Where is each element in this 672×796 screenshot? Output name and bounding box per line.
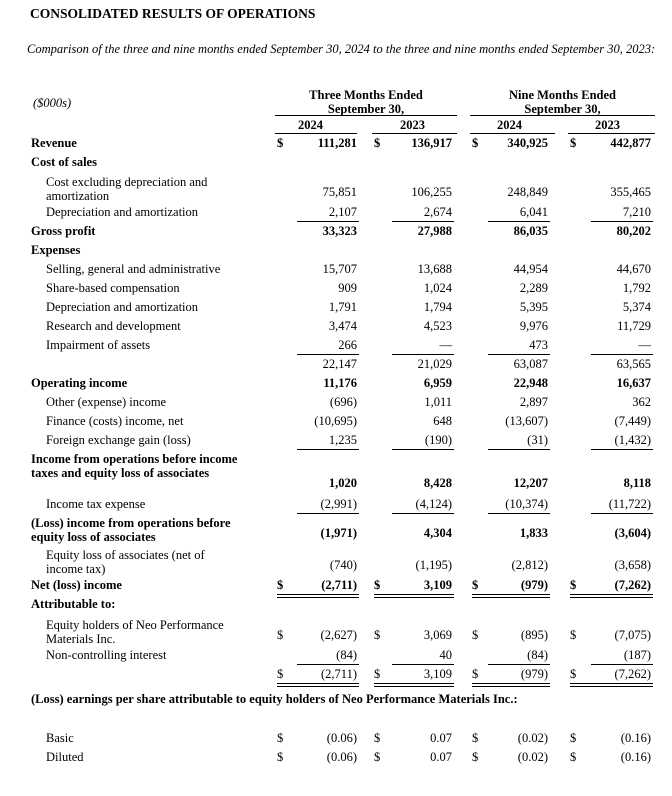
- dollar-sign: $: [374, 578, 381, 592]
- row-value: 0.07: [430, 750, 452, 764]
- row-label: Income tax expense: [46, 497, 146, 511]
- row-value: 3,109: [423, 578, 452, 592]
- row-value: 340,925: [507, 136, 548, 150]
- dollar-sign: $: [277, 136, 284, 150]
- row-value: 355,465: [610, 185, 651, 199]
- row-value: (10,374): [505, 497, 548, 511]
- dollar-sign: $: [374, 628, 381, 642]
- row-label: Diluted: [46, 750, 84, 764]
- dollar-sign: $: [472, 667, 479, 681]
- dollar-sign: $: [374, 731, 381, 745]
- row-value: 5,395: [519, 300, 548, 314]
- row-value: 1,011: [424, 395, 452, 409]
- row-value: 1,235: [328, 433, 357, 447]
- row-value: 1,833: [519, 526, 548, 540]
- statement-subtitle: Comparison of the three and nine months ended September 30, 2024 to the three and nine months ended September 30, 2023:: [27, 42, 656, 56]
- row-value: (3,604): [614, 526, 651, 540]
- row-label: Non-controlling interest: [46, 648, 167, 662]
- row-value: (4,124): [415, 497, 452, 511]
- row-value: 11,176: [323, 376, 357, 390]
- row-value: (2,991): [320, 497, 357, 511]
- three-months-title: Three Months Ended: [309, 88, 423, 102]
- row-label: (Loss) earnings per share attributable to equity holders of Neo Performance Materials Inc.:: [31, 692, 518, 706]
- row-value: 1,791: [328, 300, 357, 314]
- row-value: 44,670: [616, 262, 651, 276]
- row-value: (2,711): [321, 667, 357, 681]
- row-value: (3,658): [614, 558, 651, 572]
- dollar-sign: $: [277, 750, 284, 764]
- row-value: 33,323: [322, 224, 357, 238]
- row-value: 248,849: [507, 185, 548, 199]
- row-value: 0.07: [430, 731, 452, 745]
- row-value: (0.16): [620, 731, 651, 745]
- row-value: (11,722): [608, 497, 651, 511]
- row-value: 86,035: [513, 224, 548, 238]
- row-value: 4,523: [423, 319, 452, 333]
- row-value: (1,971): [320, 526, 357, 540]
- row-label: Share-based compensation: [46, 281, 180, 295]
- row-value: (2,711): [321, 578, 357, 592]
- row-label: Expenses: [31, 243, 81, 257]
- row-value: 6,959: [423, 376, 452, 390]
- row-value: 3,474: [328, 319, 357, 333]
- row-label: Depreciation and amortization: [46, 300, 199, 314]
- row-value: (31): [527, 433, 548, 447]
- row-value: (0.02): [517, 750, 548, 764]
- row-value: 266: [338, 338, 357, 352]
- row-label: Cost excluding depreciation and amortization: [46, 175, 208, 203]
- row-value: 2,289: [519, 281, 548, 295]
- row-label: Operating income: [31, 376, 128, 390]
- dollar-sign: $: [570, 578, 577, 592]
- row-value: —: [439, 338, 452, 352]
- row-value: 473: [529, 338, 548, 352]
- row-label: Equity loss of associates (net of income tax): [46, 548, 205, 576]
- row-label: Equity holders of Neo Performance Materials Inc.: [46, 618, 224, 646]
- row-label: Foreign exchange gain (loss): [46, 433, 191, 447]
- row-value: 9,976: [519, 319, 548, 333]
- row-label: Research and development: [46, 319, 181, 333]
- row-value: 3,069: [423, 628, 452, 642]
- row-value: 1,792: [622, 281, 651, 295]
- statement-title: CONSOLIDATED RESULTS OF OPERATIONS: [30, 6, 316, 21]
- year-header-9m-2024: 2024: [497, 118, 522, 132]
- row-value: 6,041: [519, 205, 548, 219]
- three-months-subtitle: September 30,: [327, 102, 405, 116]
- row-value: 4,304: [423, 526, 452, 540]
- row-value: 12,207: [513, 476, 548, 490]
- row-value: 22,147: [322, 357, 357, 371]
- row-value: 3,109: [423, 667, 452, 681]
- row-label: Income from operations before income taxes and equity loss of associates: [31, 452, 238, 480]
- nine-months-title: Nine Months Ended: [509, 88, 616, 102]
- row-value: (895): [520, 628, 548, 642]
- row-value: 111,281: [317, 136, 357, 150]
- year-header-q3-2023: 2023: [400, 118, 425, 132]
- row-value: 27,988: [417, 224, 452, 238]
- row-value: 2,897: [519, 395, 548, 409]
- dollar-sign: $: [472, 136, 479, 150]
- dollar-sign: $: [374, 136, 381, 150]
- row-label: Depreciation and amortization: [46, 205, 199, 219]
- dollar-sign: $: [570, 750, 577, 764]
- row-value: (7,262): [614, 667, 651, 681]
- row-label: Net (loss) income: [31, 578, 122, 592]
- units-label: ($000s): [33, 96, 72, 110]
- row-value: (84): [336, 648, 357, 662]
- row-value: (0.16): [620, 750, 651, 764]
- row-value: 13,688: [417, 262, 452, 276]
- year-header-9m-2023: 2023: [595, 118, 620, 132]
- row-value: (13,607): [505, 414, 548, 428]
- row-value: 648: [433, 414, 452, 428]
- dollar-sign: $: [374, 750, 381, 764]
- row-value: 1,024: [423, 281, 452, 295]
- row-label: Gross profit: [31, 224, 96, 238]
- dollar-sign: $: [277, 628, 284, 642]
- dollar-sign: $: [472, 750, 479, 764]
- row-value: 16,637: [616, 376, 651, 390]
- dollar-sign: $: [570, 667, 577, 681]
- row-label: Other (expense) income: [46, 395, 167, 409]
- dollar-sign: $: [472, 578, 479, 592]
- row-value: (10,695): [314, 414, 357, 428]
- dollar-sign: $: [570, 628, 577, 642]
- dollar-sign: $: [277, 578, 284, 592]
- dollar-sign: $: [472, 628, 479, 642]
- nine-months-subtitle: September 30,: [524, 102, 601, 116]
- row-value: 909: [338, 281, 357, 295]
- row-value: 44,954: [513, 262, 548, 276]
- row-value: 22,948: [513, 376, 548, 390]
- row-value: 75,851: [322, 185, 357, 199]
- row-value: 2,107: [328, 205, 357, 219]
- row-value: 136,917: [411, 136, 452, 150]
- row-label: Attributable to:: [31, 597, 116, 611]
- three-months-header: [275, 88, 457, 116]
- year-header-q3-2024: 2024: [298, 118, 323, 132]
- row-value: 21,029: [417, 357, 452, 371]
- row-value: (696): [329, 395, 357, 409]
- row-value: (1,195): [415, 558, 452, 572]
- row-value: (187): [623, 648, 651, 662]
- row-value: —: [638, 338, 651, 352]
- nine-months-header: [470, 88, 655, 116]
- dollar-sign: $: [570, 136, 577, 150]
- row-value: 106,255: [411, 185, 452, 199]
- row-value: 2,674: [423, 205, 452, 219]
- row-value: (0.06): [326, 731, 357, 745]
- row-label: Impairment of assets: [46, 338, 151, 352]
- row-value: 1,794: [423, 300, 452, 314]
- row-value: 7,210: [622, 205, 651, 219]
- row-value: (0.02): [517, 731, 548, 745]
- row-label: Basic: [46, 731, 74, 745]
- row-value: (979): [520, 578, 548, 592]
- row-label: (Loss) income from operations before equity loss of associates: [31, 516, 231, 544]
- dollar-sign: $: [374, 667, 381, 681]
- row-value: 63,565: [616, 357, 651, 371]
- row-value: 15,707: [322, 262, 357, 276]
- dollar-sign: $: [277, 731, 284, 745]
- row-value: 63,087: [513, 357, 548, 371]
- row-value: 442,877: [610, 136, 651, 150]
- row-label: Selling, general and administrative: [46, 262, 221, 276]
- row-value: 11,729: [617, 319, 651, 333]
- dollar-sign: $: [277, 667, 284, 681]
- dollar-sign: $: [472, 731, 479, 745]
- row-value: (7,262): [614, 578, 651, 592]
- row-label: Revenue: [31, 136, 77, 150]
- row-value: (2,627): [320, 628, 357, 642]
- row-value: (7,449): [614, 414, 651, 428]
- row-value: (190): [424, 433, 452, 447]
- row-value: (84): [527, 648, 548, 662]
- row-value: (7,075): [614, 628, 651, 642]
- row-value: 80,202: [616, 224, 651, 238]
- row-value: 362: [632, 395, 651, 409]
- dollar-sign: $: [570, 731, 577, 745]
- row-label: Cost of sales: [31, 155, 97, 169]
- row-value: 1,020: [328, 476, 357, 490]
- row-value: (740): [329, 558, 357, 572]
- row-value: (2,812): [511, 558, 548, 572]
- row-value: (979): [520, 667, 548, 681]
- row-value: 8,118: [623, 476, 651, 490]
- row-value: 8,428: [423, 476, 452, 490]
- row-value: (1,432): [614, 433, 651, 447]
- row-value: 40: [439, 648, 452, 662]
- row-value: (0.06): [326, 750, 357, 764]
- row-value: 5,374: [622, 300, 651, 314]
- row-label: Finance (costs) income, net: [46, 414, 184, 428]
